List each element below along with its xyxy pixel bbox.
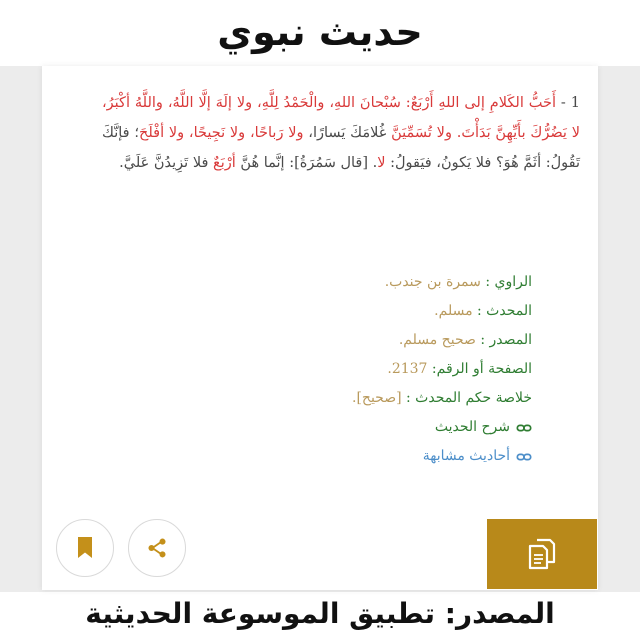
source-label: المصدر : — [475, 332, 532, 348]
hadith-text-plain-2: ؛ فإنَّكَ تَقُولُ: أثَمَّ هُوَ؟ فلا يَكونُ، فيَقولُ: — [102, 125, 580, 171]
explanation-link-label: شرح الحديث — [434, 419, 510, 435]
bookmark-icon — [75, 536, 95, 560]
page-number-row — [112, 355, 532, 384]
ruling-label: خلاصة حكم المحدث : — [401, 390, 532, 406]
hadith-text-plain-1: غُلامَكَ يَسارًا، — [303, 125, 392, 141]
hadith-number: 1 - — [556, 95, 580, 111]
narrator-value: سمرة بن جندب. — [384, 274, 481, 290]
hadith-text-plain-4: فلا تَزِيدُنَّ عَلَيَّ. — [119, 155, 214, 171]
explanation-link[interactable] — [112, 413, 532, 442]
copy-button[interactable] — [487, 519, 597, 589]
hadith-text-plain-3: . [قال سَمُرَةُ]: إنَّما هُنَّ — [235, 155, 378, 171]
page-title: حديث نبوي — [217, 10, 423, 54]
narrator-label: الراوي : — [480, 274, 532, 290]
hadith-metadata — [112, 268, 532, 471]
share-icon — [146, 537, 168, 559]
bookmark-button[interactable] — [56, 519, 114, 577]
ruling-value: [صحيح]. — [352, 390, 402, 406]
similar-hadith-link-label: أحاديث مشابهة — [422, 448, 510, 464]
muhaddith-row — [112, 297, 532, 326]
link-icon — [516, 449, 532, 465]
muhaddith-label: المحدث : — [472, 303, 532, 319]
hadith-text-highlight-4: أرْبَعٌ — [213, 155, 236, 171]
copy-icon — [527, 538, 557, 570]
similar-hadith-link[interactable] — [112, 442, 532, 471]
ruling-row — [112, 384, 532, 413]
hadith-text — [102, 88, 580, 178]
share-button[interactable] — [128, 519, 186, 577]
hadith-text-highlight-1: أَحَبُّ الكَلامِ إلى اللهِ أَرْبَعٌ: سُبْحانَ اللهِ، والْحَمْدُ لِلَّهِ، ولا إلَهَ إلَّا اللَّهُ، واللَّهُ أكْبَرُ، لا يَضُرُّكَ بأَيِّهِنَّ بَدَأْتَ. ولا تُسَمِّيَنَّ — [102, 95, 580, 141]
page-number-value: 2137. — [387, 361, 428, 377]
source-row — [112, 326, 532, 355]
link-icon — [516, 420, 532, 436]
hadith-text-highlight-2: ولا رَباحًا، ولا نَجِيحًا، ولا أفْلَحَ — [138, 125, 304, 141]
page-number-label: الصفحة أو الرقم: — [427, 361, 532, 377]
hadith-text-highlight-3: لا — [377, 155, 386, 171]
footer-source: المصدر: تطبيق الموسوعة الحديثية — [85, 597, 555, 630]
source-value: صحيح مسلم. — [398, 332, 476, 348]
narrator-row — [112, 268, 532, 297]
muhaddith-value: مسلم. — [434, 303, 473, 319]
